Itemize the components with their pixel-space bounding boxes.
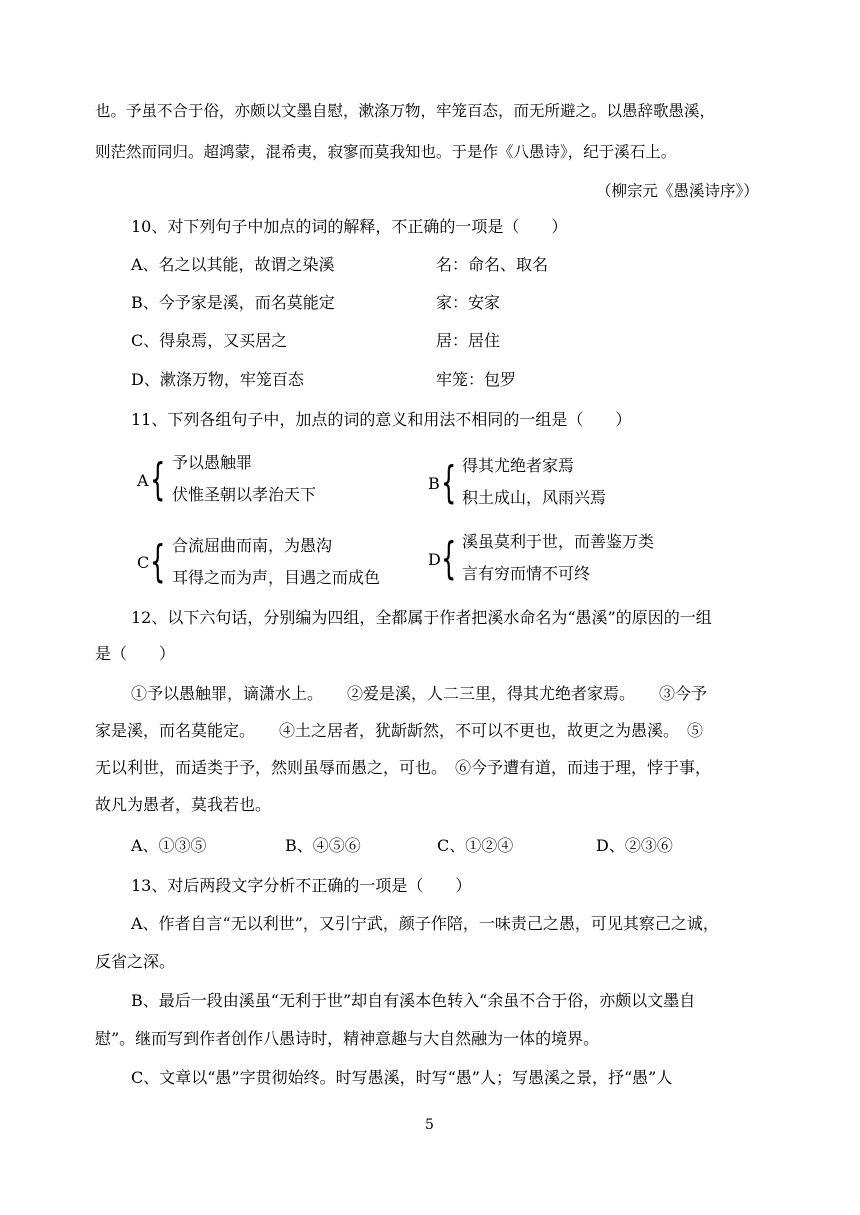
question-12-stem-1: 12、以下六句话，分别编为四组，全都属于作者把溪水命名为“愚溪”的原因的一组 — [131, 608, 712, 627]
passage-line-1: 也。予虽不合于俗，亦颇以文墨自慰，漱涤万物，牢笼百态，而无所避之。以愚辞歌愚溪， — [95, 102, 716, 120]
brace-icon: { — [441, 533, 457, 584]
q12-choice-a: A、①③⑤ — [131, 836, 207, 855]
q11-group-a-line-2: 伏惟圣朝以孝治天下 — [172, 485, 317, 504]
q12-choice-d: D、②③⑥ — [596, 836, 673, 855]
q10-option-b-gloss: 家：安家 — [436, 293, 501, 312]
q10-option-d-gloss: 牢笼：包罗 — [436, 370, 517, 389]
question-13-stem: 13、对后两段文字分析不正确的一项是（ ） — [131, 876, 472, 895]
q12-choice-b: B、④⑤⑥ — [285, 836, 361, 855]
q13-option-a-line-2: 反省之深。 — [95, 952, 176, 971]
q13-option-b-line-1: B、最后一段由溪虽“无利于世”却自有溪本色转入“余虽不合于俗，亦颇以文墨自 — [131, 991, 696, 1010]
q10-option-d: D、漱涤万物，牢笼百态 — [131, 370, 304, 389]
q10-option-a: A、名之以其能，故谓之染溪 — [131, 255, 335, 274]
q13-option-b-line-2: 慰”。继而写到作者创作八愚诗时，精神意趣与大自然融为一体的境界。 — [95, 1029, 600, 1048]
q11-group-a-label: A — [137, 471, 149, 490]
q11-group-c-line-1: 合流屈曲而南，为愚沟 — [172, 536, 333, 555]
q11-group-a-line-1: 予以愚触罪 — [172, 453, 253, 472]
q11-group-c-line-2: 耳得之而为声，目遇之而成色 — [172, 568, 381, 587]
q11-group-d-line-2: 言有穷而情不可终 — [462, 564, 591, 583]
q10-option-b: B、今予家是溪，而名莫能定 — [131, 293, 335, 312]
q12-items-line-3: 无以利世，而适类于予，然则虽辱而愚之，可也。 ⑥今予遭有道，而违于理，悖于事， — [95, 758, 712, 777]
q12-choice-c: C、①②④ — [437, 836, 514, 855]
passage-line-2: 则茫然而同归。超鸿蒙，混希夷，寂寥而莫我知也。于是作《八愚诗》，纪于溪石上。 — [95, 143, 677, 161]
q12-items-line-2: 家是溪，而名莫能定。 ④土之居者，犹龂龂然，不可以不更也，故更之为愚溪。 ⑤ — [95, 721, 704, 740]
q11-group-b-line-1: 得其尤绝者家焉 — [462, 456, 575, 475]
q12-items-line-4: 故凡为愚者，莫我若也。 — [95, 795, 272, 814]
passage-source: （柳宗元《愚溪诗序》） — [596, 182, 759, 200]
question-10-stem: 10、对下列句子中加点的词的解释，不正确的一项是（ ） — [131, 217, 568, 236]
question-12-stem-2: 是（ ） — [95, 644, 176, 663]
q13-option-a-line-1: A、作者自言“无以利世”，又引宁武，颜子作陪，一味责己之愚，可见其察己之诚， — [131, 914, 719, 933]
q10-option-a-gloss: 名：命名、取名 — [436, 255, 549, 274]
brace-icon: { — [441, 457, 457, 508]
q13-option-c-line-1: C、文章以“愚”字贯彻始终。时写愚溪，时写“愚”人；写愚溪之景，抒“愚”人 — [131, 1068, 673, 1087]
page-number: 5 — [425, 1117, 434, 1133]
brace-icon: { — [150, 536, 166, 587]
question-11-stem: 11、下列各组句子中，加点的词的意义和用法不相同的一组是（ ） — [131, 410, 632, 429]
q11-group-d-line-1: 溪虽莫利于世，而善鉴万类 — [462, 532, 655, 551]
q10-option-c-gloss: 居：居住 — [436, 331, 501, 350]
brace-icon: { — [150, 454, 166, 505]
q10-option-c: C、得泉焉，又买居之 — [131, 331, 288, 350]
q11-group-b-label: B — [428, 474, 440, 493]
q12-items-line-1: ①予以愚触罪，谪潇水上。 ②爱是溪，人二三里，得其尤绝者家焉。 ③今予 — [131, 684, 708, 703]
q11-group-b-line-2: 积土成山，风雨兴焉 — [462, 488, 607, 507]
q11-group-c-label: C — [137, 553, 150, 572]
q11-group-d-label: D — [428, 550, 441, 569]
